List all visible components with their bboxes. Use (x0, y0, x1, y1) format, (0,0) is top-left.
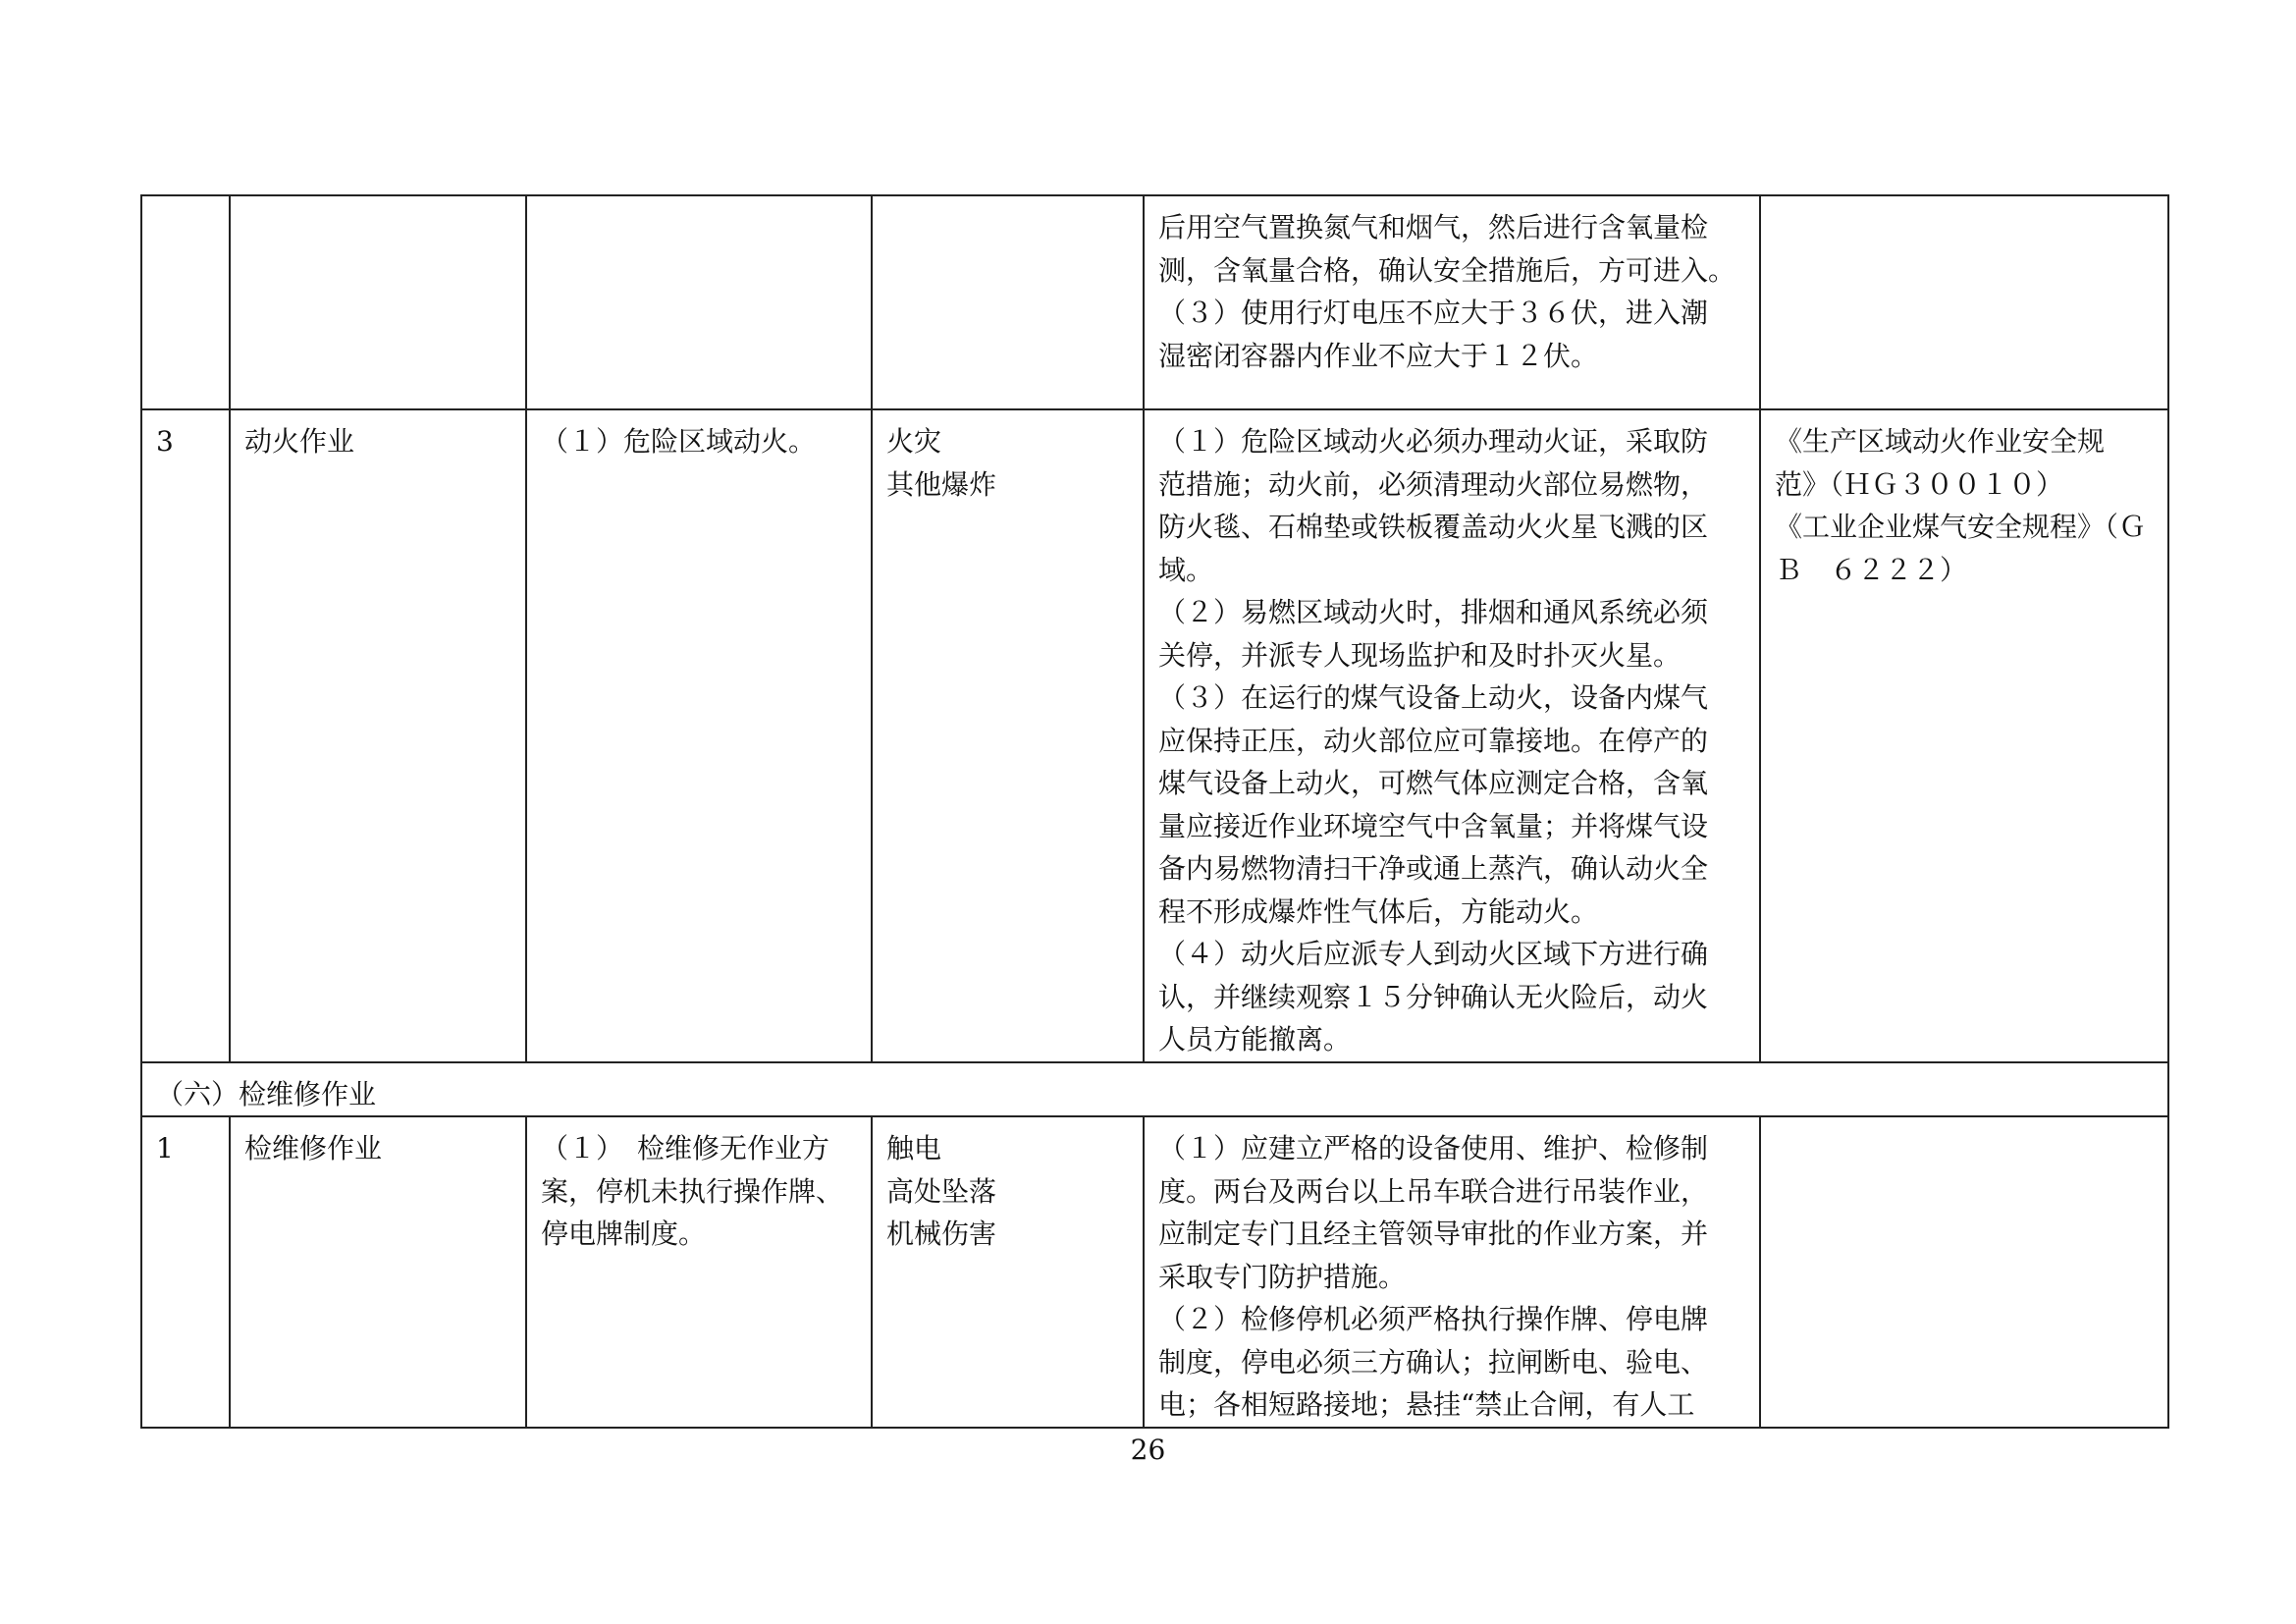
page-number: 26 (1130, 1434, 1166, 1466)
cell-measures (1144, 1116, 1760, 1428)
measure-line: 应制定专门且经主管领导审批的作业方案，并 (1158, 1218, 1709, 1250)
measure-line: 域。 (1158, 553, 1214, 586)
measure-line: （１）应建立严格的设备使用、维护、检修制 (1158, 1132, 1709, 1164)
measure-line: 量应接近作业环境空气中含氧量；并将煤气设 (1158, 809, 1709, 842)
cell-measures (1144, 409, 1760, 1062)
table-row-fire-work (141, 409, 2168, 1062)
cell-no: 1 (141, 1116, 230, 1428)
basis-line: Ｂ ６２２２） (1775, 553, 1968, 586)
type-line: 机械伤害 (886, 1218, 997, 1250)
type-line: 触电 (886, 1132, 942, 1164)
measure-line: 备内易燃物清扫干净或通上蒸汽，确认动火全 (1158, 852, 1709, 885)
measure-line: 关停，并派专人现场监护和及时扑灭火星。 (1158, 638, 1682, 672)
measure-line: 后用空气置换氮气和烟气，然后进行含氧量检 (1158, 211, 1709, 244)
cell-item: 动火作业 (230, 409, 526, 1062)
basis-line: 范》（ＨＧ３００１０） (1775, 467, 2064, 501)
type-line: 其他爆炸 (886, 467, 997, 501)
cell-type (872, 409, 1144, 1062)
measure-line: 煤气设备上动火，可燃气体应测定合格，含氧 (1158, 767, 1709, 799)
cell-type (872, 1116, 1144, 1428)
cell-basis (1760, 195, 2168, 409)
measure-line: 人员方能撤离。 (1158, 1023, 1352, 1056)
measure-line: 电；各相短路接地；悬挂“禁止合闸，有人工 (1158, 1388, 1695, 1421)
measure-line: （３）使用行灯电压不应大于３６伏，进入潮 (1158, 297, 1709, 329)
cell-item: 检维修作业 (230, 1116, 526, 1428)
section-title: （六）检维修作业 (141, 1062, 2168, 1117)
hazard-line: （１） 检维修无作业方 (541, 1132, 830, 1164)
cell-hazard (526, 195, 872, 409)
hazard-table (140, 194, 2169, 1429)
cell-basis (1760, 1116, 2168, 1428)
measure-line: 范措施；动火前，必须清理动火部位易燃物， (1158, 467, 1709, 501)
measure-line: 防火毯、石棉垫或铁板覆盖动火火星飞溅的区 (1158, 511, 1709, 543)
measure-line: 程不形成爆炸性气体后，方能动火。 (1158, 894, 1599, 928)
measure-line: （４）动火后应派专人到动火区域下方进行确 (1158, 938, 1709, 970)
measure-line: （２）易燃区域动火时，排烟和通风系统必须 (1158, 596, 1709, 628)
measure-line: 应保持正压，动火部位应可靠接地。在停产的 (1158, 724, 1709, 757)
measure-line: 度。两台及两台以上吊车联合进行吊装作业， (1158, 1174, 1709, 1208)
cell-hazard (526, 409, 872, 1062)
measure-line: 测，含氧量合格，确认安全措施后，方可进入。 (1158, 253, 1736, 287)
measure-line: 认，并继续观察１５分钟确认无火险后，动火 (1158, 980, 1709, 1013)
hazard-line: 停电牌制度。 (541, 1218, 707, 1250)
basis-line: 《工业企业煤气安全规程》（Ｇ (1775, 511, 2147, 543)
basis-line: 《生产区域动火作业安全规 (1775, 425, 2106, 458)
cell-hazard (526, 1116, 872, 1428)
hazard-line: 案，停机未执行操作牌、 (541, 1174, 844, 1208)
type-line: 火灾 (886, 425, 942, 458)
measure-line: （３）在运行的煤气设备上动火，设备内煤气 (1158, 681, 1709, 714)
measure-line: 制度，停电必须三方确认；拉闸断电、验电、 (1158, 1345, 1709, 1379)
cell-no (141, 195, 230, 409)
cell-no: 3 (141, 409, 230, 1062)
measure-line: 湿密闭容器内作业不应大于１２伏。 (1158, 339, 1599, 372)
hazard-line: （１）危险区域动火。 (541, 425, 817, 458)
cell-basis (1760, 409, 2168, 1062)
measure-line: （１）危险区域动火必须办理动火证，采取防 (1158, 425, 1709, 458)
table-row-continued (141, 195, 2168, 409)
cell-item (230, 195, 526, 409)
cell-measures (1144, 195, 1760, 409)
table-row-maintenance (141, 1116, 2168, 1428)
measure-line: 采取专门防护措施。 (1158, 1260, 1407, 1293)
measure-line: （２）检修停机必须严格执行操作牌、停电牌 (1158, 1303, 1709, 1335)
cell-type (872, 195, 1144, 409)
section-header-row (141, 1062, 2168, 1117)
type-line: 高处坠落 (886, 1174, 997, 1208)
